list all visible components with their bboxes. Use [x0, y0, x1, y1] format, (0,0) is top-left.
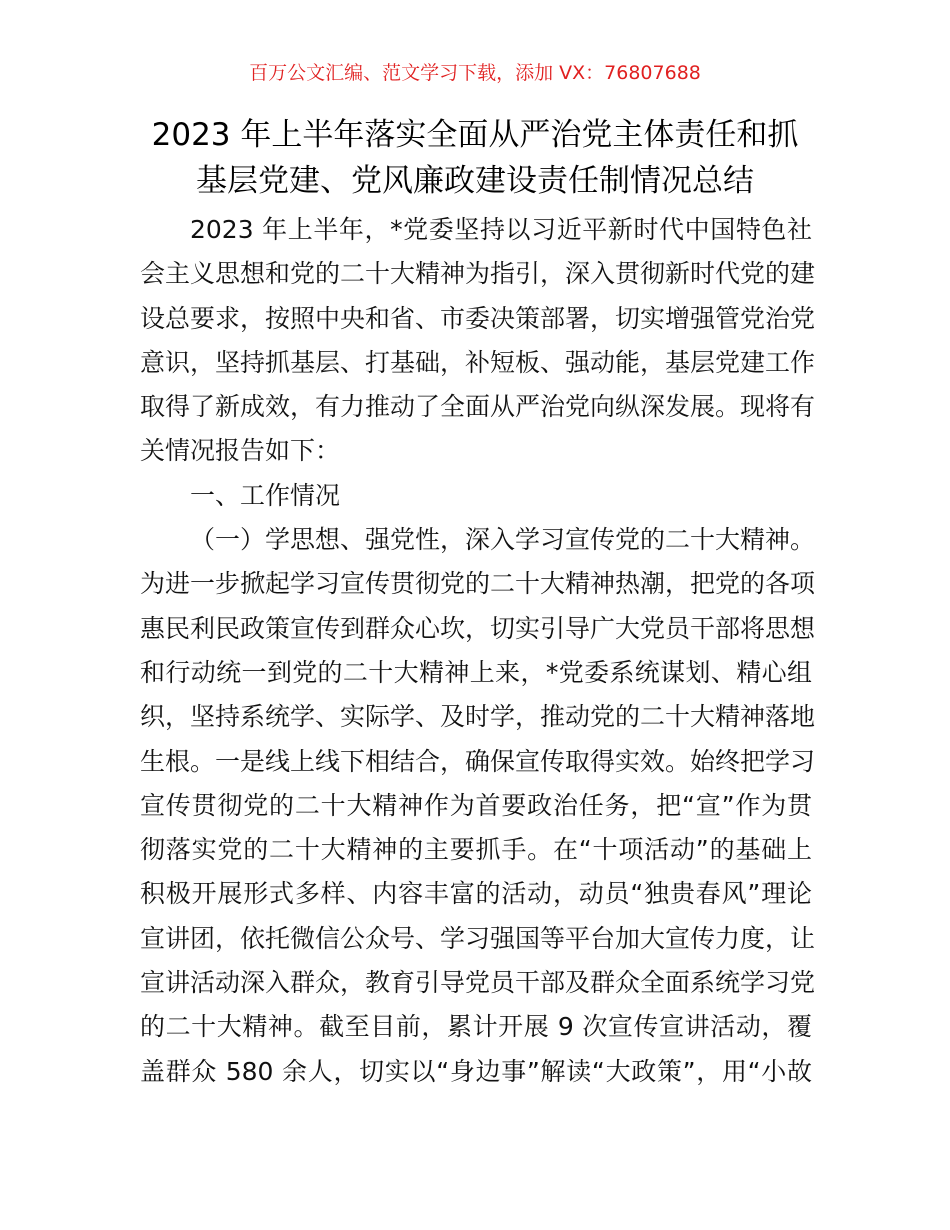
text-line: 关情况报告如下：	[140, 436, 341, 466]
text-line: 彻落实党的二十大精神的主要抓手。在“十项活动”的基础上	[140, 835, 812, 865]
text-line: 会主义思想和党的二十大精神为指引，深入贯彻新时代党的建	[140, 259, 816, 289]
text-line: 宣讲活动深入群众，教育引导党员干部及群众全面系统学习党	[140, 968, 816, 998]
text-line: 2023 年上半年，*党委坚持以习近平新时代中国特色社	[190, 215, 812, 244]
intro-paragraph	[140, 208, 816, 474]
text-line: 取得了新成效，有力推动了全面从严治党向纵深发展。现将有	[140, 392, 816, 422]
text-line: 为进一步掀起学习宣传贯彻党的二十大精神热潮，把党的各项	[140, 569, 816, 599]
title-line: 基层党建、党风廉政建设责任制情况总结	[196, 163, 754, 199]
section-heading: 一、工作情况	[190, 480, 341, 510]
text-line: 盖群众 580 余人，切实以“身边事”解读“大政策”，用“小故	[140, 1056, 812, 1086]
text-line: 宣传贯彻党的二十大精神作为首要政治任务，把“宣”作为贯	[140, 790, 812, 820]
paragraph-1	[140, 518, 816, 1094]
document-body	[140, 208, 816, 1094]
text-line: 惠民利民政策宣传到群众心坎，切实引导广大党员干部将思想	[140, 613, 816, 643]
text-line: 意识，坚持抓基层、打基础，补短板、强动能，基层党建工作	[140, 347, 816, 377]
title-line: 2023 年上半年落实全面从严治党主体责任和抓	[151, 117, 799, 153]
watermark-header: 百万公文汇编、范文学习下载，添加 VX：76807688	[249, 62, 701, 84]
text-line: 和行动统一到党的二十大精神上来，*党委系统谋划、精心组	[140, 657, 812, 687]
text-line: 生根。一是线上线下相结合，确保宣传取得实效。始终把学习	[140, 746, 816, 776]
text-line: 的二十大精神。截至目前，累计开展 9 次宣传宣讲活动，覆	[140, 1012, 812, 1042]
text-line: 织，坚持系统学、实际学、及时学，推动党的二十大精神落地	[140, 702, 816, 732]
text-line: 设总要求，按照中央和省、市委决策部署，切实增强管党治党	[140, 303, 816, 333]
text-line: （一）学思想、强党性，深入学习宣传党的二十大精神。	[190, 525, 816, 555]
text-line: 积极开展形式多样、内容丰富的活动，动员“独贵春风”理论	[140, 879, 812, 909]
text-line: 宣讲团，依托微信公众号、学习强国等平台加大宣传力度，让	[140, 923, 816, 953]
document-title	[100, 112, 850, 204]
